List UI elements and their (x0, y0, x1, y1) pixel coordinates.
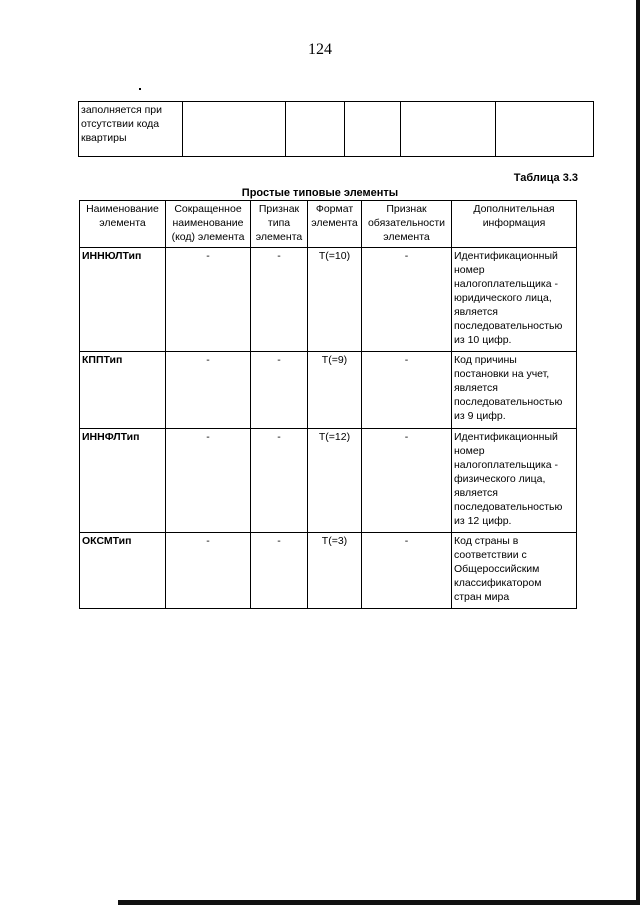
element-type: - (251, 248, 308, 352)
element-type: - (251, 352, 308, 429)
header-line: Формат (315, 203, 354, 215)
info-line: является (454, 487, 498, 499)
empty-cell (345, 102, 401, 157)
continuation-row (79, 102, 594, 157)
info-line: последовательностью (454, 320, 563, 332)
info-line: последовательностью (454, 396, 563, 408)
cell-line: отсутствии кода (81, 118, 160, 130)
table-caption: Таблица 3.3 (513, 172, 578, 184)
header-line: наименование (172, 217, 244, 229)
element-code: - (166, 248, 251, 352)
header-name (80, 201, 166, 248)
header-required (362, 201, 452, 248)
header-line: элемента (383, 231, 430, 243)
scan-edge-bottom (118, 900, 640, 905)
element-format: T(=12) (308, 429, 362, 533)
info-line: является (454, 306, 498, 318)
simple-elements-table (79, 200, 577, 609)
info-line: Код страны в (454, 535, 519, 547)
element-code: - (166, 429, 251, 533)
header-line: обязательности (367, 217, 446, 229)
element-format: T(=9) (308, 352, 362, 429)
header-line: Признак (258, 203, 300, 215)
empty-cell (183, 102, 286, 157)
element-name: ИННЮЛТип (80, 248, 166, 352)
element-required: - (362, 429, 452, 533)
header-line: (код) элемента (171, 231, 245, 243)
element-info (452, 533, 577, 609)
info-line: последовательностью (454, 501, 563, 513)
header-row (80, 201, 577, 248)
table-row (80, 429, 577, 533)
continuation-table (78, 101, 594, 157)
element-required: - (362, 352, 452, 429)
page-number: 124 (308, 41, 332, 58)
element-required: - (362, 248, 452, 352)
info-line: номер (454, 445, 485, 457)
element-info (452, 248, 577, 352)
header-line: элемента (99, 217, 146, 229)
scan-speck (139, 88, 141, 90)
empty-cell (496, 102, 594, 157)
info-line: Идентификационный (454, 250, 558, 262)
scan-edge-right (636, 0, 640, 905)
header-line: Сокращенное (174, 203, 242, 215)
element-info (452, 352, 577, 429)
empty-cell (286, 102, 345, 157)
info-line: юридического лица, (454, 292, 552, 304)
info-line: классификатором (454, 577, 542, 589)
element-required: - (362, 533, 452, 609)
header-info (452, 201, 577, 248)
table-row (80, 533, 577, 609)
element-code: - (166, 352, 251, 429)
element-type: - (251, 429, 308, 533)
header-line: элемента (255, 231, 303, 243)
info-line: является (454, 382, 498, 394)
header-line: Признак (386, 203, 427, 215)
element-format: T(=3) (308, 533, 362, 609)
info-line: из 12 цифр. (454, 515, 512, 527)
element-name: ОКСМТип (80, 533, 166, 609)
info-line: из 10 цифр. (454, 334, 512, 346)
cell-line: заполняется при (81, 104, 162, 116)
header-line: элемента (311, 217, 358, 229)
header-type (251, 201, 308, 248)
table-row (80, 352, 577, 429)
header-line: Дополнительная (473, 203, 555, 215)
element-name: ИННФЛТип (80, 429, 166, 533)
cell-line: квартиры (81, 132, 127, 144)
header-line: типа (267, 217, 291, 229)
info-line: налогоплательщика - (454, 278, 558, 290)
empty-cell (401, 102, 496, 157)
info-line: Код причины (454, 354, 517, 366)
element-code: - (166, 533, 251, 609)
info-line: постановки на учет, (454, 368, 550, 380)
table-title: Простые типовые элементы (241, 187, 399, 199)
element-info (452, 429, 577, 533)
continuation-first-cell (79, 102, 183, 157)
element-type: - (251, 533, 308, 609)
info-line: физического лица, (454, 473, 546, 485)
header-format (308, 201, 362, 248)
element-name: КППТип (80, 352, 166, 429)
info-line: Общероссийским (454, 563, 540, 575)
info-line: налогоплательщика - (454, 459, 558, 471)
header-line: Наименование (86, 203, 159, 215)
info-line: стран мира (454, 591, 510, 603)
info-line: соответствии с (454, 549, 527, 561)
info-line: из 9 цифр. (454, 410, 506, 422)
header-line: информация (482, 217, 546, 229)
element-format: T(=10) (308, 248, 362, 352)
info-line: Идентификационный (454, 431, 558, 443)
header-code (166, 201, 251, 248)
info-line: номер (454, 264, 485, 276)
table-row (80, 248, 577, 352)
